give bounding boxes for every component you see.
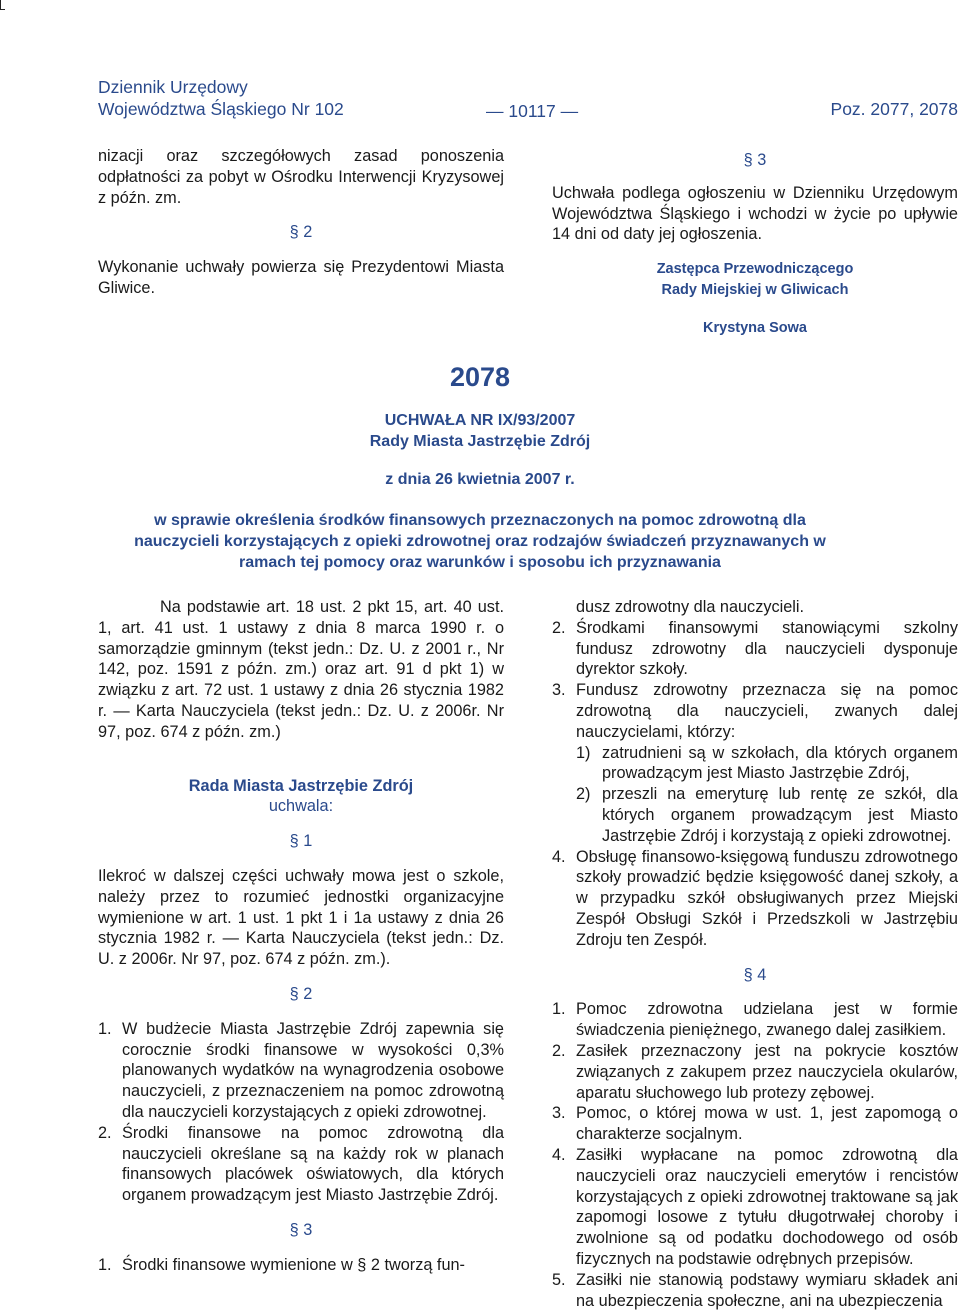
list-item: 2. Środkami finansowymi stanowiącymi szkolny fundusz zdrowotny dla nauczycieli dysponuje dyrektor szkoły. bbox=[552, 618, 958, 679]
list-item: 2) przeszli na emeryturę lub rentę ze szkół, dla których organem prowadzącym jest Miasto Jastrzębie Zdrój i korzystają z opieki zdrowotnej. bbox=[576, 785, 958, 845]
signature-title-line1: Zastępca Przewodniczącego bbox=[656, 261, 854, 278]
document-title-block bbox=[0, 410, 960, 452]
list-item: 1) zatrudnieni są w szkołach, dla których organem prowadzącym jest Miasto Jastrzębie Zdrój, bbox=[576, 743, 958, 783]
list-item: 4. Zasiłki wypłacane na pomoc zdrowotną dla nauczycieli oraz nauczycieli emerytów i rencistów korzystających z opieki zdrowotnej traktowane są jak zapomogi losowe z tytułu długotrwałej choroby i zwolnione są od podatku dochodowego od osób fizycznych na podstawie odrębnych przepisów. bbox=[552, 1145, 958, 1268]
page-header bbox=[98, 76, 958, 126]
section-3-sublist bbox=[552, 743, 958, 847]
prev-doc-left-column bbox=[98, 146, 504, 299]
list-item: 5. Zasiłki nie stanowią podstawy wymiaru składek ani na ubezpieczenia społeczne, ani na ubezpieczenia bbox=[552, 1270, 958, 1310]
resolution-title: UCHWAŁA NR IX/93/2007 bbox=[384, 412, 576, 429]
publication-name: Dziennik Urzędowy Województwa Śląskiego Nr 102 bbox=[98, 77, 344, 119]
resolution-subject: w sprawie określenia środków finansowych przeznaczonych na pomoc zdrowotną dla nauczycieli korzystających z opieki zdrowotnej oraz rodzajów świadczeń przyznawanych w ramach tej pomocy oraz warunków i sposobu ich przyznawania bbox=[134, 512, 826, 571]
section-4-heading: § 4 bbox=[743, 965, 767, 984]
section-3-list bbox=[552, 618, 958, 743]
prev-doc-section-3-heading: § 3 bbox=[743, 151, 767, 169]
list-item: 1. Pomoc zdrowotna udzielana jest w formie świadczenia pieniężnego, zwanego dalej zasiłkiem. bbox=[552, 1000, 958, 1040]
section-3-item-1-continuation: dusz zdrowotny dla nauczycieli. bbox=[576, 598, 805, 616]
section-2-heading: § 2 bbox=[289, 984, 313, 1003]
signature-block bbox=[552, 259, 958, 339]
section-3-heading: § 3 bbox=[289, 1220, 313, 1239]
resolution-date: z dnia 26 kwietnia 2007 r. bbox=[385, 471, 575, 488]
prev-doc-intro: nizacji oraz szczegółowych zasad ponoszenia odpłatności za pobyt w Ośrodku Interwencji Kryzysowej z późn. zm. bbox=[98, 147, 504, 207]
section-3-list-end bbox=[552, 847, 958, 951]
doc-left-column bbox=[98, 597, 504, 1276]
position-reference: Poz. 2077, 2078 bbox=[830, 99, 958, 119]
signature-name: Krystyna Sowa bbox=[703, 320, 807, 337]
list-item: 1. W budżecie Miasta Jastrzębie Zdrój zapewnia się corocznie środki finansowe w wysokości 0,3% planowanych wydatków na wynagrodzenia osobowe nauczycieli, z przeznaczeniem na pomoc zdrowotną dla nauczycieli korzystających z opieki zdrowotnej. bbox=[98, 1019, 504, 1121]
section-1-heading: § 1 bbox=[289, 832, 313, 851]
council-name: Rady Miasta Jastrzębie Zdrój bbox=[369, 433, 591, 450]
section-3-list-start bbox=[98, 1255, 504, 1276]
signature-title-line2: Rady Miejskiej w Gliwicach bbox=[661, 282, 849, 299]
list-item: 3. Fundusz zdrowotny przeznacza się na pomoc zdrowotną dla nauczycieli, zwanych dalej nauczycielami, którzy: bbox=[552, 681, 958, 741]
page-number: — 10117 — bbox=[486, 101, 579, 121]
section-1-text: Ilekroć w dalszej części uchwały mowa jest o szkole, należy przez to rozumieć jednostki organizacyjne wymienione w art. 1 ust. 1 pkt 1 i 1a ustawy z dnia 26 stycznia 1982 r. — Karta Nauczyciela (tekst jedn.: Dz. U. z 2006r. Nr 97, poz. 674 z późn. zm.). bbox=[98, 866, 504, 969]
list-item: 3. Pomoc, o której mowa w ust. 1, jest zapomogą o charakterze socjalnym. bbox=[552, 1104, 958, 1144]
legal-basis: Na podstawie art. 18 ust. 2 pkt 15, art. 40 ust. 1, art. 41 ust. 1 ustawy z dnia 8 marca 1990 r. o samorządzie gminnym (tekst jedn.: Dz. U. z 2001 r., Nr 142, poz. 1591 z późn. zm.) oraz art. 91 d pkt 1) w związku z art. 72 ust. 1 ustawy z dnia 26 stycznia 1982 r. — Karta Nauczyciela (tekst jedn.: Dz. U. z 2006r. Nr 97, poz. 674 z późn. zm.) bbox=[98, 598, 504, 741]
resolving-body: Rada Miasta Jastrzębie Zdrój bbox=[188, 776, 414, 795]
crop-mark-icon bbox=[0, 0, 5, 10]
list-item: 2. Środki finansowe na pomoc zdrowotną dla nauczycieli określane są na każdy rok w planach finansowych placówek oświatowych, dla których organem prowadzącym jest Miasto Jastrzębie Zdrój. bbox=[98, 1123, 504, 1205]
section-4-list bbox=[552, 999, 958, 1311]
list-item: 1. Środki finansowe wymienione w § 2 tworzą fun- bbox=[98, 1255, 465, 1274]
prev-doc-section-3-text: Uchwała podlega ogłoszeniu w Dzienniku Urzędowym Województwa Śląskiego i wchodzi w życie po upływie 14 dni od daty jej ogłoszenia. bbox=[552, 183, 958, 244]
resolves-word: uchwala: bbox=[268, 797, 334, 816]
prev-doc-section-2-heading: § 2 bbox=[289, 223, 313, 242]
doc-right-column bbox=[552, 597, 958, 1311]
prev-doc-section-2-text: Wykonanie uchwały powierza się Prezydentowi Miasta Gliwice. bbox=[98, 258, 504, 297]
section-2-list bbox=[98, 1019, 504, 1206]
list-item: 2. Zasiłek przeznaczony jest na pokrycie kosztów związanych z zakupem przez nauczyciela okularów, aparatu słuchowego lub protezy zębowej. bbox=[552, 1041, 958, 1102]
list-item: 4. Obsługę finansowo-księgową funduszu zdrowotnego szkoły prowadzić będzie księgowość danej szkoły, a w przypadku szkół obsługiwanych przez Miejski Zespół Obsługi Szkół i Przedszkoli w Jastrzębiu Zdroju ten Zespół. bbox=[552, 847, 958, 949]
prev-doc-right-column bbox=[552, 150, 958, 339]
document-number: 2078 bbox=[449, 362, 511, 392]
